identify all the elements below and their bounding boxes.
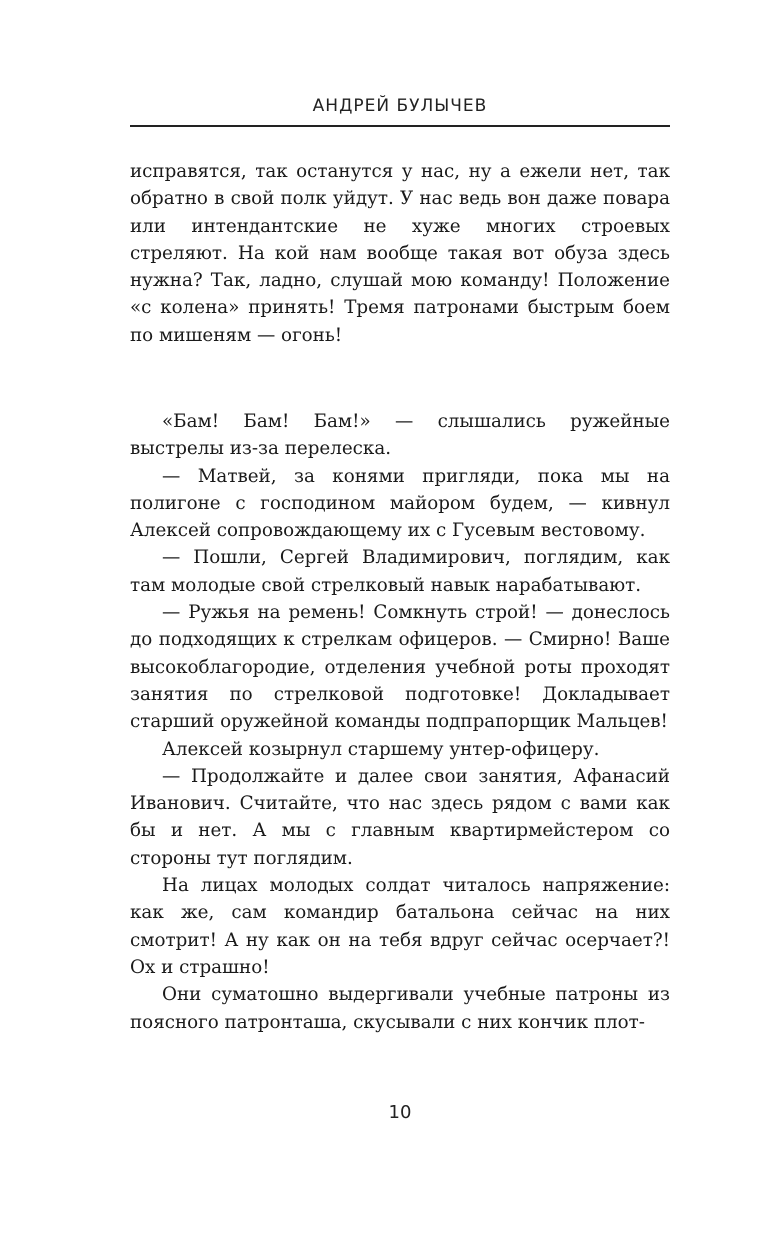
paragraph-1: «Бам! Бам! Бам!» — слышались ружейные выстрелы из-за перелеска. <box>130 411 670 460</box>
continued-text-block <box>130 158 670 349</box>
paragraph-6: — Продолжайте и далее свои занятия, Афанасий Иванович. Считайте, что нас здесь рядом с вами как бы и нет. А мы с главным квартирмейстером со стороны тут поглядим. <box>130 765 670 869</box>
header-divider <box>130 125 670 127</box>
running-header-author: АНДРЕЙ БУЛЫЧЕВ <box>312 96 488 116</box>
paragraph-5: Алексей козырнул старшему унтер-офицеру. <box>162 738 600 760</box>
paragraph-7: На лицах молодых солдат читалось напряжение: как же, сам командир батальона сейчас на них смотрит! А ну как он на тебя вдруг сейчас осерчает?! Ох и страшно! <box>130 875 670 978</box>
paragraph-2: — Матвей, за конями пригляди, пока мы на полигоне с господином майором будем, — кивнул Алексей сопровождающему их с Гусевым вестовому. <box>130 465 670 542</box>
new-scene-text-block <box>130 408 670 1036</box>
paragraph-8: Они суматошно выдергивали учебные патроны из поясного патронташа, скусывали с них кончик плот- <box>130 984 670 1033</box>
paragraph-4: — Ружья на ремень! Сомкнуть строй! — донеслось до подходящих к стрелкам офицеров. — Смирно! Ваше высокоблагородие, отделения учебной роты проходят занятия по стрелковой подготовке! Докладывает старший оружейной команды подпрапорщик Мальцев! <box>130 602 670 733</box>
paragraph-3: — Пошли, Сергей Владимирович, поглядим, как там молодые свой стрелковый навык нарабатывают. <box>130 547 670 596</box>
continued-paragraph: исправятся, так останутся у нас, ну а ежели нет, так обратно в свой полк уйдут. У нас ведь вон даже повара или интендантские не хуже многих строевых стреляют. На кой нам вообще такая вот обуза здесь нужна? Так, ладно, слушай мою команду! Положение «с колена» принять! Тремя патронами быстрым боем по мишеням — огонь! <box>130 161 670 346</box>
page-number: 10 <box>388 1102 412 1123</box>
